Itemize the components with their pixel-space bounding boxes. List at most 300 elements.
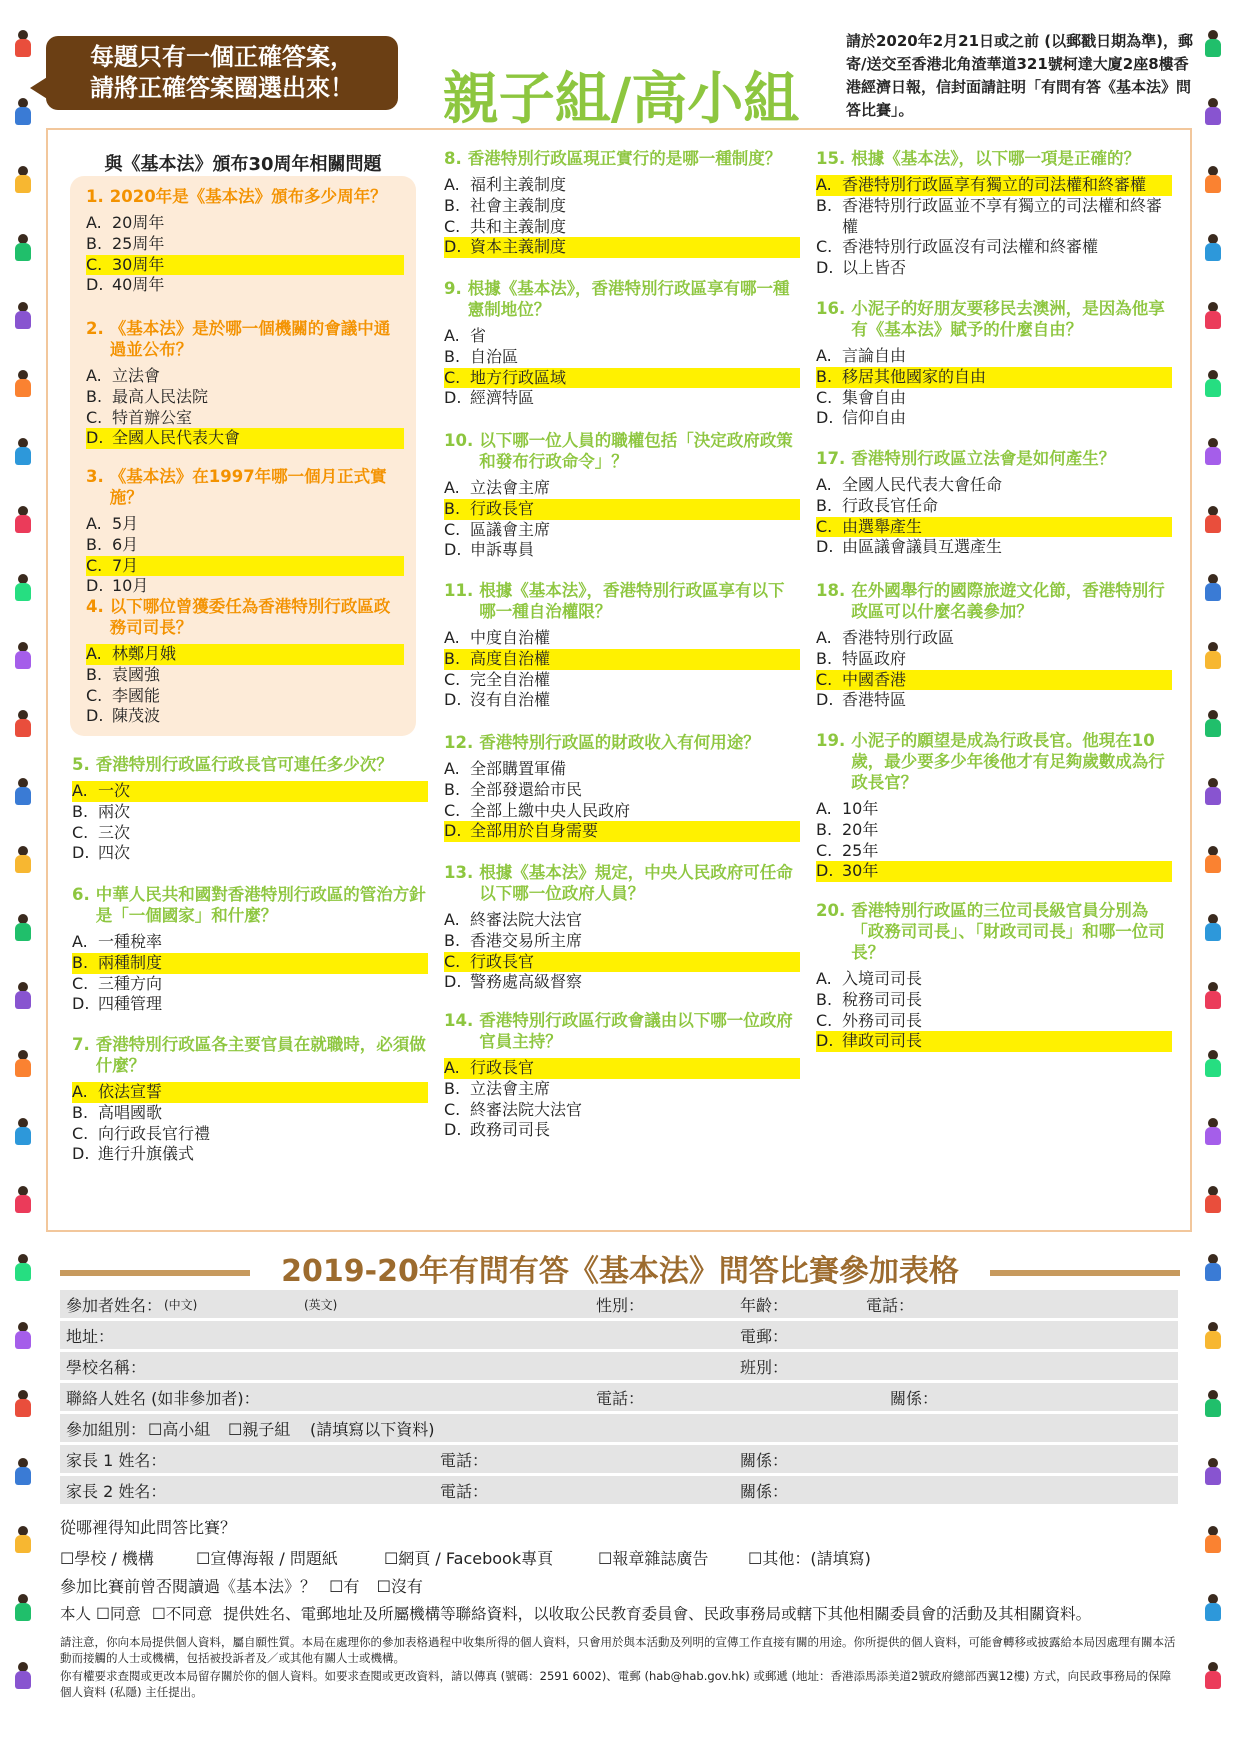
chinese-name-field[interactable]: (中文)	[164, 1298, 198, 1312]
question-12	[444, 732, 800, 842]
option-text: 終審法院大法官	[470, 1099, 583, 1119]
question-text	[444, 1010, 800, 1052]
question-17	[816, 448, 1172, 558]
answer-option[interactable]	[72, 1124, 428, 1145]
question-5	[72, 754, 428, 864]
person-icon	[14, 574, 32, 602]
option-text: 三種方向	[98, 973, 163, 993]
source-school-checkbox[interactable]: ☐學校 / 機構	[60, 1549, 154, 1568]
option-text: 三次	[98, 822, 131, 842]
option-text: 陳茂波	[112, 706, 161, 726]
question-text	[444, 580, 800, 622]
option-text: 一種稅率	[98, 932, 163, 951]
answer-option[interactable]	[444, 670, 800, 691]
option-letter: C.	[444, 951, 461, 971]
option-text: 向行政長官行禮	[98, 1123, 211, 1143]
answer-option[interactable]	[444, 972, 800, 993]
person-icon	[14, 1458, 32, 1486]
option-letter: D.	[86, 428, 104, 448]
question-label: 香港特別行政區行政會議由以下哪一位政府官員主持？	[479, 1011, 793, 1051]
person-icon	[1204, 710, 1222, 738]
option-text: 10年	[842, 799, 879, 818]
question-16	[816, 298, 1172, 429]
option-text: 全國人民代表大會	[112, 428, 241, 448]
question-1	[86, 186, 404, 296]
option-letter: B.	[72, 1102, 89, 1122]
answer-option[interactable]	[86, 576, 404, 597]
question-label: 根據《基本法》，以下哪一項是正確的？	[851, 149, 1140, 168]
answer-option[interactable]	[86, 514, 404, 535]
option-text: 言論自由	[842, 346, 907, 365]
form-row-participant	[60, 1290, 1178, 1318]
answer-option[interactable]	[444, 910, 800, 931]
answer-option-correct[interactable]	[816, 1031, 1172, 1052]
person-icon	[14, 234, 32, 262]
option-text: 外務司司長	[842, 1010, 923, 1030]
option-text: 20年	[842, 819, 879, 839]
read-question: 參加比賽前曾否閱讀過《基本法》？	[60, 1577, 317, 1596]
answer-option-correct[interactable]	[72, 953, 428, 974]
answer-option[interactable]	[86, 706, 404, 727]
answer-option[interactable]	[444, 347, 800, 368]
option-letter: C.	[86, 685, 103, 705]
left-people-border	[6, 30, 40, 1730]
option-letter: B.	[816, 366, 833, 386]
contact-name-field[interactable]: 聯絡人姓名 (如非參加者)：	[66, 1389, 260, 1408]
answer-option[interactable]	[72, 1144, 428, 1165]
source-other-label: 其他：(請填寫)	[762, 1549, 871, 1568]
answer-option[interactable]	[816, 388, 1172, 409]
option-text: 特區政府	[842, 648, 907, 668]
question-label: 《基本法》是於哪一個機關的會議中通過並公布？	[109, 319, 391, 359]
source-poster-label: 宣傳海報 / 問題紙	[210, 1549, 338, 1568]
option-letter: D.	[444, 972, 462, 992]
option-letter: D.	[72, 994, 90, 1014]
question-label: 中華人民共和國對香港特別行政區的管治方針是「一個國家」和什麼？	[95, 885, 426, 925]
parent1-phone-field[interactable]: 電話：	[440, 1451, 489, 1470]
option-letter: A.	[444, 175, 460, 194]
question-label: 根據《基本法》，香港特別行政區享有以下哪一種自治權限？	[479, 581, 785, 621]
option-text: 省	[470, 326, 487, 345]
answer-option[interactable]	[444, 1079, 800, 1100]
answer-option[interactable]	[86, 234, 404, 255]
option-text: 林鄭月娥	[112, 644, 177, 663]
option-letter: C.	[86, 407, 103, 427]
answer-option[interactable]	[72, 932, 428, 953]
answer-option-correct[interactable]	[72, 781, 428, 802]
option-text: 6月	[112, 534, 139, 554]
read-yes-label: 有	[343, 1577, 360, 1596]
answer-option-correct[interactable]	[444, 368, 800, 389]
question-14	[444, 1010, 800, 1141]
option-text: 高度自治權	[470, 648, 551, 668]
age-field[interactable]: 年齡：	[740, 1296, 789, 1315]
option-text: 20周年	[112, 213, 165, 232]
option-letter: B.	[72, 952, 89, 972]
person-icon	[1204, 642, 1222, 670]
option-text: 沒有自治權	[470, 690, 551, 710]
answer-option[interactable]	[816, 841, 1172, 862]
parent2-relation-field[interactable]: 關係：	[740, 1482, 789, 1501]
question-text	[72, 1034, 428, 1076]
question-text	[444, 732, 800, 753]
instruction-banner	[46, 36, 398, 110]
person-icon	[1204, 30, 1222, 58]
question-number: 14.	[444, 1011, 474, 1030]
question-18	[816, 580, 1172, 711]
question-number: 7.	[72, 1035, 90, 1054]
answer-option[interactable]	[816, 496, 1172, 517]
answer-option-correct[interactable]	[816, 517, 1172, 538]
consent-agree-label: 同意	[109, 1605, 141, 1623]
question-label: 《基本法》在1997年哪一個月正式實施？	[109, 467, 387, 507]
option-text: 10月	[112, 576, 149, 596]
option-letter: A.	[86, 213, 102, 232]
person-icon	[1204, 1050, 1222, 1078]
option-letter: B.	[816, 819, 833, 839]
option-text: 7月	[112, 555, 139, 575]
answer-option[interactable]	[86, 535, 404, 556]
person-icon	[1204, 98, 1222, 126]
person-icon	[14, 506, 32, 534]
option-letter: B.	[72, 801, 89, 821]
question-number: 12.	[444, 733, 474, 752]
group-parent-checkbox[interactable]: ☐親子組	[228, 1420, 291, 1439]
option-text: 全部上繳中央人民政府	[470, 800, 631, 820]
option-letter: A.	[72, 781, 88, 800]
answer-option-correct[interactable]	[72, 1082, 428, 1103]
source-web-label: 網頁 / Facebook專頁	[398, 1549, 554, 1568]
option-letter: B.	[444, 648, 461, 668]
answer-option-correct[interactable]	[816, 367, 1172, 388]
option-text: 香港特別行政區	[842, 628, 955, 647]
answer-option[interactable]	[72, 802, 428, 823]
answer-option[interactable]	[444, 196, 800, 217]
email-field[interactable]: 電郵：	[740, 1327, 789, 1346]
answer-option[interactable]	[444, 931, 800, 952]
question-label: 2020年是《基本法》頒布多少周年？	[109, 187, 387, 206]
privacy-access-notice: 你有權要求查閱或更改本局留存關於你的個人資料。如要求查閱或更改資料，請以傳真 (號碼：2591 6002)、電郵 (hab@hab.gov.hk) 或郵遞 (地址：香港添馬添美道2號政府總部西翼12樓) 方式，向民政事務局的保障個人資料 (私隱) 主任提出。	[60, 1669, 1172, 1699]
banner-line-1: 每題只有一個正確答案，	[90, 43, 354, 71]
option-text: 兩次	[98, 801, 131, 821]
option-letter: B.	[86, 386, 103, 406]
answer-option[interactable]	[444, 175, 800, 196]
answer-option-correct[interactable]	[444, 499, 800, 520]
source-newspaper-label: 報章雜誌廣告	[612, 1549, 709, 1568]
read-no-checkbox[interactable]: ☐沒有	[376, 1577, 423, 1596]
answer-option[interactable]	[86, 275, 404, 296]
question-text	[86, 318, 404, 360]
consent-disagree-checkbox[interactable]: ☐不同意	[151, 1605, 213, 1623]
question-8	[444, 148, 800, 258]
answer-option[interactable]	[444, 759, 800, 780]
question-20	[816, 900, 1172, 1052]
group-note: (請填寫以下資料)	[310, 1420, 435, 1439]
question-text	[816, 580, 1172, 622]
question-6	[72, 884, 428, 1015]
option-text: 依法宣誓	[98, 1082, 163, 1101]
answer-option[interactable]	[816, 969, 1172, 990]
option-letter: B.	[444, 346, 461, 366]
option-text: 全部發還給市民	[470, 779, 583, 799]
consent-agree-checkbox[interactable]: ☐同意	[95, 1605, 141, 1623]
option-letter: C.	[444, 669, 461, 689]
parent2-phone-field[interactable]: 電話：	[440, 1482, 489, 1501]
answer-option-correct[interactable]	[444, 237, 800, 258]
answer-option[interactable]	[444, 801, 800, 822]
answer-option[interactable]	[444, 628, 800, 649]
answer-option[interactable]	[72, 843, 428, 864]
answer-option[interactable]	[816, 799, 1172, 820]
answer-option-correct[interactable]	[444, 821, 800, 842]
question-number: 20.	[816, 901, 846, 920]
person-icon	[1204, 1458, 1222, 1486]
answer-option[interactable]	[444, 388, 800, 409]
gender-field[interactable]: 性別：	[596, 1296, 645, 1315]
answer-option[interactable]	[816, 537, 1172, 558]
option-letter: D.	[444, 821, 462, 841]
question-11	[444, 580, 800, 711]
privacy-notice: 請注意，你向本局提供個人資料，屬自願性質。本局在處理你的參加表格過程中收集所得的個人資料，只會用於與本活動及列明的宣傳工作直接有關的用途。你所提供的個人資料，可能會轉移或披露給本局因處理有關本活動而接觸的人士或機構，包括被投訴者及／或其他有關人士或機構。	[60, 1635, 1176, 1665]
option-text: 自治區	[470, 346, 519, 366]
person-icon	[14, 166, 32, 194]
option-text: 集會自由	[842, 387, 907, 407]
question-number: 4.	[86, 597, 104, 616]
person-icon	[1204, 778, 1222, 806]
answer-option[interactable]	[816, 628, 1172, 649]
answer-option[interactable]	[72, 974, 428, 995]
source-school-label: 學校 / 機構	[74, 1549, 154, 1568]
person-icon	[14, 438, 32, 466]
answer-option[interactable]	[86, 213, 404, 234]
parent2-name-field[interactable]: 家長 2 姓名：	[66, 1482, 167, 1501]
question-text	[444, 278, 800, 320]
option-text: 入境司司長	[842, 969, 923, 988]
option-letter: B.	[86, 233, 103, 253]
option-letter: A.	[816, 346, 832, 365]
english-name-field[interactable]: (英文)	[304, 1298, 338, 1312]
option-letter: C.	[72, 973, 89, 993]
answer-option[interactable]	[444, 1120, 800, 1141]
option-text: 李國能	[112, 685, 161, 705]
option-text: 信仰自由	[842, 408, 907, 428]
person-icon	[1204, 1186, 1222, 1214]
answer-option[interactable]	[816, 475, 1172, 496]
option-text: 立法會	[112, 366, 161, 385]
answer-option-correct[interactable]	[86, 644, 404, 665]
answer-option[interactable]	[444, 520, 800, 541]
question-label: 以下哪位曾獲委任為香港特別行政區政務司司長？	[109, 597, 391, 637]
option-letter: D.	[816, 690, 834, 710]
question-label: 香港特別行政區行政長官可連任多少次？	[95, 755, 393, 774]
question-label: 小泥子的願望是成為行政長官。他現在10歲，最少要多少年後他才有足夠歲數成為行政長官？	[851, 731, 1165, 792]
option-text: 香港特區	[842, 690, 907, 710]
question-label: 以下哪一位人員的職權包括「決定政府政策和發布行政命令」？	[479, 431, 793, 471]
answer-option[interactable]	[72, 823, 428, 844]
answer-option[interactable]	[816, 1011, 1172, 1032]
person-icon	[14, 1526, 32, 1554]
question-3	[86, 466, 404, 597]
option-text: 香港特別行政區享有獨立的司法權和終審權	[842, 175, 1147, 194]
option-letter: C.	[444, 367, 461, 387]
read-question-row	[60, 1574, 423, 1597]
question-text	[816, 148, 1172, 169]
answer-option-correct[interactable]	[86, 428, 404, 449]
option-letter: B.	[444, 1078, 461, 1098]
option-text: 律政司司長	[842, 1031, 923, 1051]
answer-option[interactable]	[816, 346, 1172, 367]
form-row-parent2	[60, 1476, 1178, 1504]
person-icon	[1204, 574, 1222, 602]
option-letter: B.	[816, 195, 833, 215]
person-icon	[14, 1390, 32, 1418]
answer-option-correct[interactable]	[816, 861, 1172, 882]
answer-option[interactable]	[816, 408, 1172, 429]
option-letter: B.	[444, 930, 461, 950]
answer-option-correct[interactable]	[816, 175, 1172, 196]
option-letter: D.	[444, 540, 462, 560]
question-number: 18.	[816, 581, 846, 600]
form-row-school	[60, 1352, 1178, 1380]
consent-disagree-label: 不同意	[165, 1605, 213, 1623]
source-poster-checkbox[interactable]: ☐宣傳海報 / 問題紙	[196, 1549, 338, 1568]
question-10	[444, 430, 800, 561]
question-number: 3.	[86, 467, 104, 486]
question-number: 2.	[86, 319, 104, 338]
answer-option[interactable]	[444, 326, 800, 347]
option-letter: B.	[444, 779, 461, 799]
option-letter: A.	[816, 475, 832, 494]
answer-option[interactable]	[444, 478, 800, 499]
answer-option[interactable]	[86, 408, 404, 429]
participant-name-label: 參加者姓名：	[66, 1296, 163, 1315]
source-other-checkbox[interactable]: ☐其他：(請填寫)	[748, 1549, 871, 1568]
parent1-relation-field[interactable]: 關係：	[740, 1451, 789, 1470]
answer-option[interactable]	[816, 196, 1172, 238]
question-label: 小泥子的好朋友要移民去澳洲，是因為他享有《基本法》賦予的什麼自由？	[851, 299, 1165, 339]
banner-line-2: 請將正確答案圈選出來！	[90, 74, 354, 102]
option-text: 全部購置軍備	[470, 759, 567, 778]
option-letter: A.	[444, 759, 460, 778]
answer-option[interactable]	[86, 387, 404, 408]
read-yes-checkbox[interactable]: ☐有	[329, 1577, 360, 1596]
person-icon	[14, 1662, 32, 1690]
question-text	[816, 900, 1172, 963]
answer-option-correct[interactable]	[444, 952, 800, 973]
parent1-name-field[interactable]: 家長 1 姓名：	[66, 1451, 167, 1470]
person-icon	[14, 982, 32, 1010]
person-icon	[14, 914, 32, 942]
source-web-checkbox[interactable]: ☐網頁 / Facebook專頁	[384, 1549, 554, 1568]
address-field[interactable]: 地址：	[66, 1327, 115, 1346]
form-row-parent1	[60, 1445, 1178, 1473]
option-text: 兩種制度	[98, 952, 163, 972]
option-text: 四種管理	[98, 994, 163, 1014]
answer-option-correct[interactable]	[816, 670, 1172, 691]
option-text: 30周年	[112, 254, 165, 274]
question-text	[72, 754, 428, 775]
answer-option[interactable]	[816, 258, 1172, 279]
answer-option[interactable]	[816, 649, 1172, 670]
answer-option[interactable]	[444, 540, 800, 561]
contact-relation-field[interactable]: 關係：	[890, 1389, 939, 1408]
option-letter: C.	[444, 800, 461, 820]
answer-option[interactable]	[72, 1103, 428, 1124]
answer-option[interactable]	[816, 237, 1172, 258]
question-text	[816, 730, 1172, 793]
phone-field[interactable]: 電話：	[866, 1296, 915, 1315]
person-icon	[14, 98, 32, 126]
group-upper-checkbox[interactable]: ☐高小組	[148, 1420, 211, 1439]
option-text: 香港交易所主席	[470, 930, 583, 950]
option-text: 立法會主席	[470, 1078, 551, 1098]
option-text: 地方行政區域	[470, 367, 567, 387]
option-letter: D.	[444, 388, 462, 408]
question-9	[444, 278, 800, 409]
answer-option[interactable]	[86, 366, 404, 387]
option-text: 由區議會議員互選產生	[842, 537, 1003, 557]
answer-option-correct[interactable]	[444, 649, 800, 670]
person-icon	[1204, 166, 1222, 194]
class-field[interactable]: 班別：	[740, 1358, 789, 1377]
question-text	[444, 148, 800, 169]
answer-option[interactable]	[86, 686, 404, 707]
category-title: 親子組/高小組	[442, 67, 800, 132]
answer-option[interactable]	[816, 690, 1172, 711]
option-text: 行政長官	[470, 1058, 535, 1077]
option-text: 特首辦公室	[112, 407, 193, 427]
answer-option[interactable]	[444, 1100, 800, 1121]
question-text	[72, 884, 428, 926]
person-icon	[1204, 982, 1222, 1010]
person-icon	[14, 710, 32, 738]
person-icon	[1204, 1254, 1222, 1282]
contact-phone-field[interactable]: 電話：	[596, 1389, 645, 1408]
answer-option-correct[interactable]	[86, 556, 404, 577]
question-4	[86, 596, 404, 727]
answer-option[interactable]	[444, 690, 800, 711]
option-text: 最高人民法院	[112, 386, 209, 406]
answer-option[interactable]	[444, 217, 800, 238]
consent-text: 提供姓名、電郵地址及所屬機構等聯絡資料，以收取公民教育委員會、民政事務局或轄下其他相關委員會的活動及其相關資料。	[223, 1605, 1092, 1623]
answer-option-correct[interactable]	[444, 1058, 800, 1079]
option-letter: A.	[86, 644, 102, 663]
answer-option[interactable]	[444, 780, 800, 801]
option-text: 資本主義制度	[470, 237, 567, 257]
person-icon	[1204, 302, 1222, 330]
answer-option[interactable]	[816, 820, 1172, 841]
option-letter: D.	[816, 1031, 834, 1051]
question-15	[816, 148, 1172, 279]
answer-option-correct[interactable]	[86, 255, 404, 276]
question-label: 香港特別行政區立法會是如何產生？	[851, 449, 1116, 468]
person-icon	[1204, 1390, 1222, 1418]
answer-option[interactable]	[72, 994, 428, 1015]
answer-option[interactable]	[86, 665, 404, 686]
source-newspaper-checkbox[interactable]: ☐報章雜誌廣告	[598, 1549, 709, 1568]
question-text	[444, 862, 800, 904]
question-label: 香港特別行政區的財政收入有何用途？	[479, 733, 760, 752]
option-letter: D.	[816, 537, 834, 557]
person-icon	[14, 1594, 32, 1622]
option-letter: A.	[444, 628, 460, 647]
option-letter: C.	[444, 1099, 461, 1119]
form-row-address	[60, 1321, 1178, 1349]
school-field[interactable]: 學校名稱：	[66, 1358, 147, 1377]
submission-instructions: 請於2020年2月21日或之前 (以郵戳日期為準)，郵寄/送交至香港北角渣華道321號柯達大廈2座8樓香港經濟日報，信封面請註明「有問有答《基本法》問答比賽」。	[846, 32, 1193, 119]
answer-option[interactable]	[816, 990, 1172, 1011]
question-label: 香港特別行政區的三位司長級官員分別為「政務司司長」、「財政司司長」和哪一位司長？	[851, 901, 1165, 962]
